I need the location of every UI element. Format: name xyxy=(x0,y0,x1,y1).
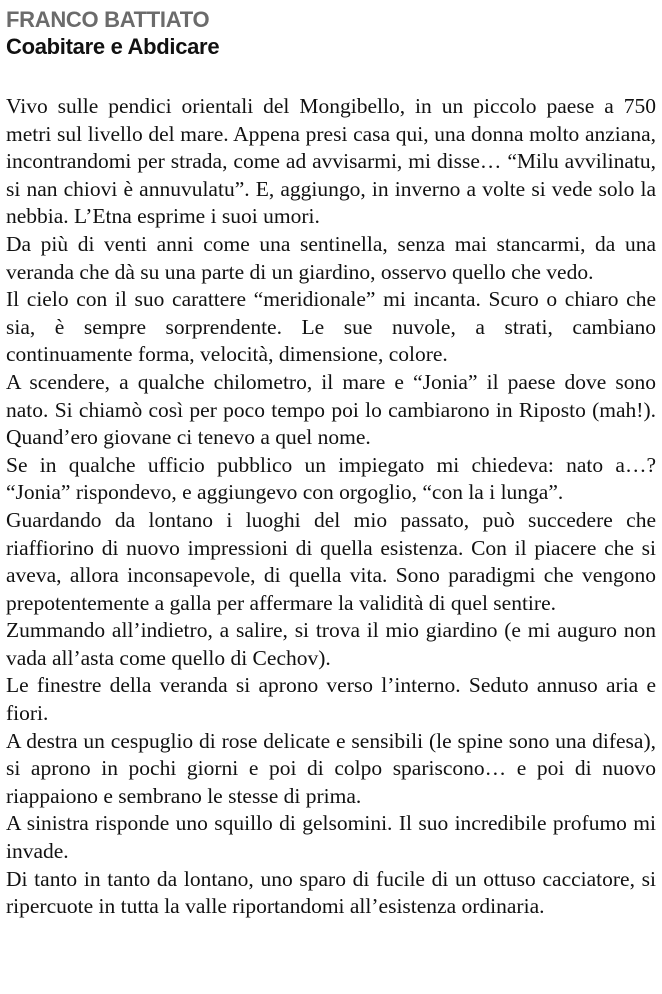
paragraph: Da più di venti anni come una sentinella, senza mai stancarmi, da una veranda che dà su una parte di un giardino, osservo quello che vedo. xyxy=(6,231,656,284)
article-title: Coabitare e Abdicare xyxy=(6,34,220,59)
paragraph: Zummando all’indietro, a salire, si trova il mio giardino (e mi auguro non vada all’asta come quello di Cechov). xyxy=(6,618,656,670)
paragraph: Il cielo con il suo carattere “meridionale” mi incanta. Scuro o chiaro che sia, è sempre sorprendente. Le sue nuvole, a strati, cambiano continuamente forma, velocità, dimensione, colore. xyxy=(6,287,656,367)
paragraph: Se in qualche ufficio pubblico un impiegato mi chiedeva: nato a…? “Jonia” rispondevo, e aggiungevo con orgoglio, “con la i lunga”. xyxy=(6,452,656,505)
article-body xyxy=(6,93,656,921)
paragraph: Guardando da lontano i luoghi del mio passato, può succedere che riaffiorino di nuovo impressioni di quella esistenza. Con il piacere che si aveva, allora inconsapevole, di quella vita. Sono paradigmi che vengono prepotentemente a galla per affermare la validità di quel sentire. xyxy=(6,507,656,615)
paragraph: A scendere, a qualche chilometro, il mare e “Jonia” il paese dove sono nato. Si chiamò così per poco tempo poi lo cambiarono in Riposto (mah!). Quand’ero giovane ci tenevo a quel nome. xyxy=(6,369,656,450)
paragraph: A sinistra risponde uno squillo di gelsomini. Il suo incredibile profumo mi invade. xyxy=(6,811,656,864)
paragraph: Di tanto in tanto da lontano, uno sparo di fucile di un ottuso cacciatore, si ripercuote in tutta la valle riportandomi all’esistenza ordinaria. xyxy=(6,866,656,919)
author-name: FRANCO BATTIATO xyxy=(6,7,210,32)
paragraph: Le finestre della veranda si aprono verso l’interno. Seduto annuso aria e fiori. xyxy=(6,673,656,726)
paragraph: A destra un cespuglio di rose delicate e sensibili (le spine sono una difesa), si aprono in pochi giorni e poi di colpo spariscono… e poi di nuovo riappaiono e sembrano le stesse di prima. xyxy=(6,728,656,808)
paragraph: Vivo sulle pendici orientali del Mongibello, in un piccolo paese a 750 metri sul livello del mare. Appena presi casa qui, una donna molto anziana, incontrandomi per strada, come ad avvisarmi, mi disse… “Milu avvilinatu, si nan chiovi è annuvulatu”. E, aggiungo, in inverno a volte si vede solo la nebbia. L’Etna esprime i suoi umori. xyxy=(6,94,656,229)
